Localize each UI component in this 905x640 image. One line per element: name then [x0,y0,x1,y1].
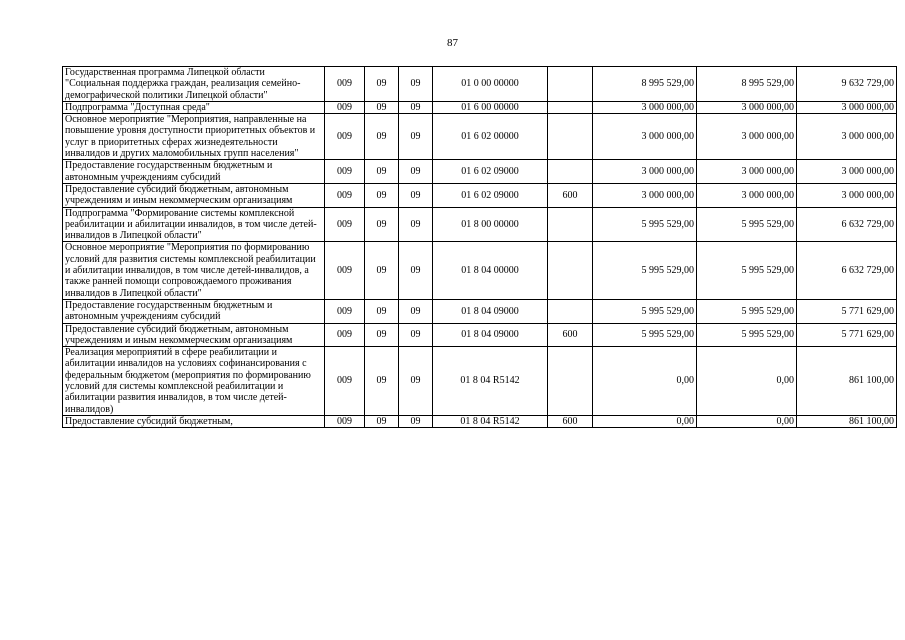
subsection-code: 09 [399,101,433,113]
table-row [63,67,897,102]
amount-year-1: 5 995 529,00 [593,299,697,323]
amount-year-1: 3 000 000,00 [593,183,697,207]
amount-year-1: 0,00 [593,415,697,427]
table-row [63,415,897,427]
expense-type-code [548,114,593,160]
target-article-code: 01 6 02 09000 [433,160,548,184]
target-article-code: 01 8 04 R5142 [433,415,548,427]
amount-year-2: 0,00 [697,415,797,427]
expense-name: Реализация мероприятий в сфере реабилитации и абилитации инвалидов на условиях софинансирования с федеральным бюджетом (мероприятия по формированию условий для системы комплексной реабилитации и абилитации развития инвалидов, в том числе детей-инвалидов) [63,347,325,416]
amount-year-3: 3 000 000,00 [797,114,897,160]
section-code: 09 [365,242,399,299]
amount-year-1: 5 995 529,00 [593,323,697,347]
section-code: 09 [365,101,399,113]
subsection-code: 09 [399,347,433,416]
subsection-code: 09 [399,207,433,242]
section-code: 09 [365,207,399,242]
expense-name: Предоставление государственным бюджетным и автономным учреждениям субсидий [63,160,325,184]
expense-name: Предоставление субсидий бюджетным, [63,415,325,427]
section-code: 09 [365,160,399,184]
target-article-code: 01 8 04 00000 [433,242,548,299]
section-code: 09 [365,183,399,207]
table-row [63,101,897,113]
subsection-code: 09 [399,323,433,347]
page-number: 87 [447,37,458,49]
grbs-code: 009 [325,101,365,113]
amount-year-3: 3 000 000,00 [797,101,897,113]
expense-name: Основное мероприятие "Мероприятия по формированию условий для развития системы комплексной реабилитации и абилитации инвалидов, в том числе детей-инвалидов, а также ранней помощи сопровождаемого проживания инвалидов в Липецкой области" [63,242,325,299]
expense-type-code [548,299,593,323]
target-article-code: 01 8 04 09000 [433,299,548,323]
amount-year-3: 3 000 000,00 [797,160,897,184]
amount-year-1: 3 000 000,00 [593,114,697,160]
subsection-code: 09 [399,299,433,323]
amount-year-2: 5 995 529,00 [697,323,797,347]
amount-year-2: 5 995 529,00 [697,299,797,323]
target-article-code: 01 6 02 00000 [433,114,548,160]
subsection-code: 09 [399,114,433,160]
amount-year-1: 0,00 [593,347,697,416]
target-article-code: 01 6 00 00000 [433,101,548,113]
section-code: 09 [365,114,399,160]
grbs-code: 009 [325,347,365,416]
expense-name: Государственная программа Липецкой области "Социальная поддержка граждан, реализация семейно-демографической политики Липецкой области" [63,67,325,102]
amount-year-3: 3 000 000,00 [797,183,897,207]
amount-year-2: 3 000 000,00 [697,101,797,113]
expense-type-code: 600 [548,415,593,427]
table-body [63,67,897,428]
section-code: 09 [365,67,399,102]
amount-year-2: 3 000 000,00 [697,114,797,160]
table-row [63,207,897,242]
target-article-code: 01 8 00 00000 [433,207,548,242]
amount-year-3: 6 632 729,00 [797,207,897,242]
amount-year-3: 861 100,00 [797,415,897,427]
target-article-code: 01 6 02 09000 [433,183,548,207]
grbs-code: 009 [325,67,365,102]
expense-name: Подпрограмма "Доступная среда" [63,101,325,113]
expense-name: Предоставление субсидий бюджетным, автономным учреждениям и иным некоммерческим организациям [63,323,325,347]
amount-year-3: 9 632 729,00 [797,67,897,102]
amount-year-2: 8 995 529,00 [697,67,797,102]
amount-year-2: 3 000 000,00 [697,160,797,184]
subsection-code: 09 [399,160,433,184]
amount-year-1: 5 995 529,00 [593,207,697,242]
section-code: 09 [365,347,399,416]
amount-year-2: 5 995 529,00 [697,207,797,242]
subsection-code: 09 [399,67,433,102]
expense-type-code: 600 [548,183,593,207]
grbs-code: 009 [325,415,365,427]
table-row [63,323,897,347]
section-code: 09 [365,415,399,427]
table-row [63,242,897,299]
section-code: 09 [365,323,399,347]
expense-name: Предоставление государственным бюджетным и автономным учреждениям субсидий [63,299,325,323]
grbs-code: 009 [325,114,365,160]
expense-type-code [548,160,593,184]
amount-year-3: 6 632 729,00 [797,242,897,299]
expense-type-code [548,67,593,102]
amount-year-2: 5 995 529,00 [697,242,797,299]
table-row [63,299,897,323]
expense-type-code: 600 [548,323,593,347]
table-row [63,347,897,416]
amount-year-3: 5 771 629,00 [797,323,897,347]
expense-name: Предоставление субсидий бюджетным, автономным учреждениям и иным некоммерческим организациям [63,183,325,207]
amount-year-2: 0,00 [697,347,797,416]
amount-year-3: 861 100,00 [797,347,897,416]
target-article-code: 01 0 00 00000 [433,67,548,102]
subsection-code: 09 [399,183,433,207]
target-article-code: 01 8 04 09000 [433,323,548,347]
table-row [63,160,897,184]
grbs-code: 009 [325,183,365,207]
amount-year-1: 3 000 000,00 [593,160,697,184]
subsection-code: 09 [399,415,433,427]
amount-year-1: 3 000 000,00 [593,101,697,113]
expense-type-code [548,207,593,242]
grbs-code: 009 [325,160,365,184]
expense-type-code [548,347,593,416]
expense-name: Подпрограмма "Формирование системы комплексной реабилитации и абилитации инвалидов, в том числе детей-инвалидов в Липецкой области" [63,207,325,242]
expense-type-code [548,242,593,299]
amount-year-3: 5 771 629,00 [797,299,897,323]
amount-year-1: 5 995 529,00 [593,242,697,299]
amount-year-2: 3 000 000,00 [697,183,797,207]
expense-name: Основное мероприятие "Мероприятия, направленные на повышение уровня доступности приоритетных объектов и услуг в приоритетных сферах жизнедеятельности инвалидов и других маломобильных групп населения" [63,114,325,160]
grbs-code: 009 [325,207,365,242]
grbs-code: 009 [325,299,365,323]
table-row [63,114,897,160]
expense-type-code [548,101,593,113]
table-row [63,183,897,207]
grbs-code: 009 [325,242,365,299]
grbs-code: 009 [325,323,365,347]
target-article-code: 01 8 04 R5142 [433,347,548,416]
section-code: 09 [365,299,399,323]
subsection-code: 09 [399,242,433,299]
amount-year-1: 8 995 529,00 [593,67,697,102]
budget-table [62,66,897,428]
